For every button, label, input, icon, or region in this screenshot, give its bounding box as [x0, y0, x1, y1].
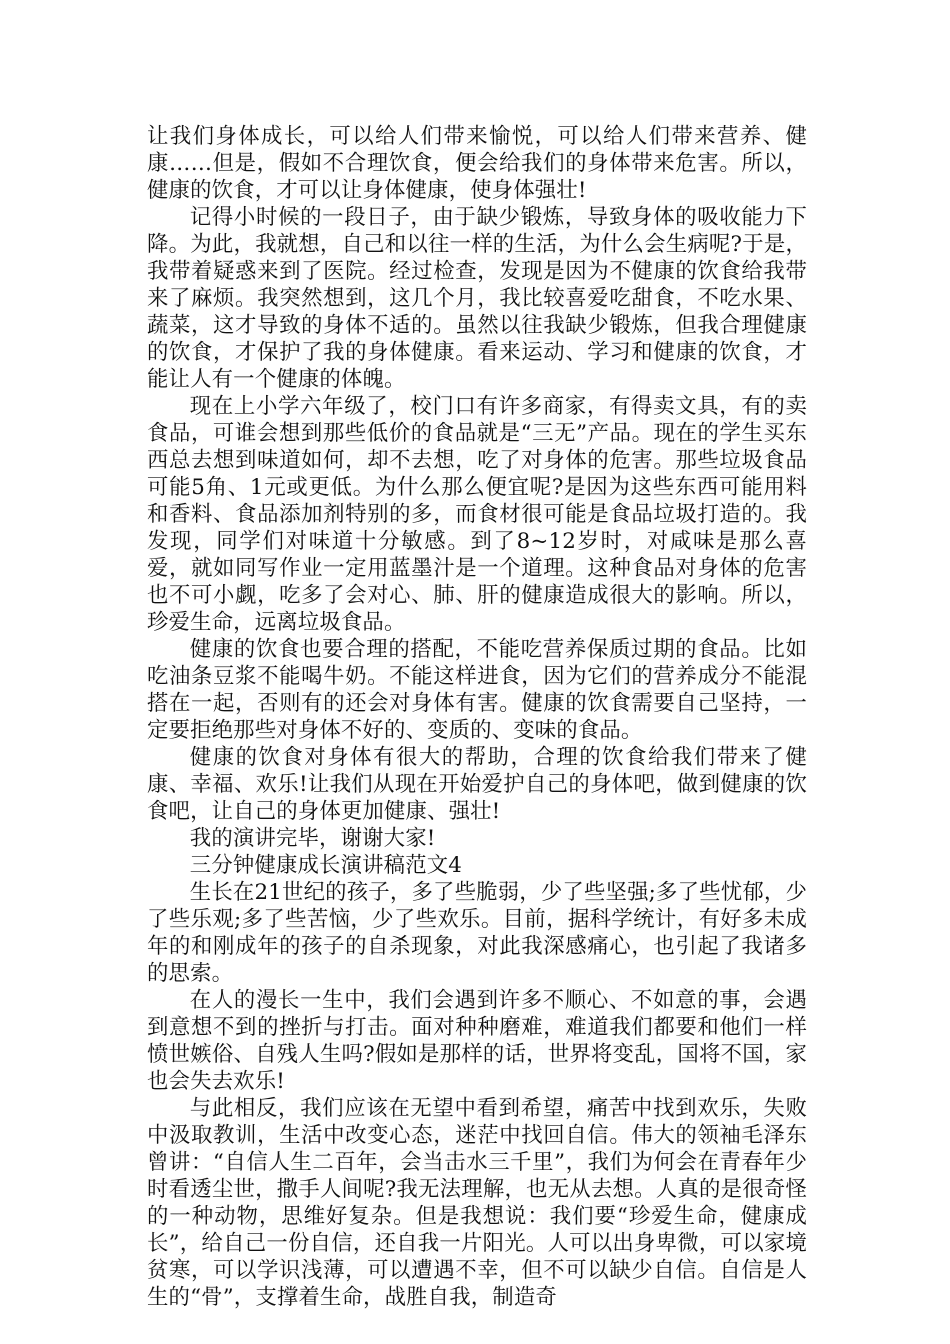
paragraph-21st-century-children: 生长在21世纪的孩子，多了些脆弱，少了些坚强;多了些忧郁，少了些乐观;多了些苦恼，少了些欢乐。目前，据科学统计，有好多未成年的和刚成年的孩子的自杀现象，对此我深感痛心，也引起了我诸多的思索。: [147, 880, 807, 986]
paragraph-life-hardships: 在人的漫长一生中，我们会遇到许多不顺心、不如意的事，会遇到意想不到的挫折与打击。面对种种磨难，难道我们都要和他们一样愤世嫉俗、自残人生吗?假如是那样的话，世界将变乱，国将不国，家也会失去欢乐!: [147, 988, 807, 1094]
paragraph-healthy-diet-benefits: 健康的饮食对身体有很大的帮助，合理的饮食给我们带来了健康、幸福、欢乐!让我们从现在开始爱护自己的身体吧，做到健康的饮食吧，让自己的身体更加健康、强壮!: [147, 745, 807, 824]
document-body: [147, 123, 807, 1311]
section-heading: 三分钟健康成长演讲稿范文4: [189, 853, 463, 878]
paragraph-junk-food: 现在上小学六年级了，校门口有许多商家，有得卖文具，有的卖食品，可谁会想到那些低价的食品就是“三无”产品。现在的学生买东西总去想到味道如何，却不去想，吃了对身体的危害。那些垃圾食品可能5角、1元或更低。为什么那么便宜呢?是因为这些东西可能用料和香料、食品添加剂特别的多，而食材很可能是食品垃圾打造的。我发现，同学们对味道十分敏感。到了8~12岁时，对咸味是那么喜爱，就如同写作业一定用蓝墨汁是一个道理。这种食品对身体的危害也不可小觑，吃多了会对心、肺、肝的健康造成很大的影响。所以，珍爱生命，远离垃圾食品。: [147, 394, 807, 635]
paragraph-childhood: 记得小时候的一段日子，由于缺少锻炼，导致身体的吸收能力下降。为此，我就想，自己和以往一样的生活，为什么会生病呢?于是，我带着疑惑来到了医院。经过检查，发现是因为不健康的饮食给我带来了麻烦。我突然想到，这几个月，我比较喜爱吃甜食，不吃水果、蔬菜，这才导致的身体不适的。虽然以往我缺少锻炼，但我合理健康的饮食，才保护了我的身体健康。看来运动、学习和健康的饮食，才能让人有一个健康的体魄。: [147, 205, 807, 392]
paragraph-diet-combination: 健康的饮食也要合理的搭配，不能吃营养保质过期的食品。比如吃油条豆浆不能喝牛奶。不能这样进食，因为它们的营养成分不能混搭在一起，否则有的还会对身体有害。健康的饮食需要自己坚持，一定要拒绝那些对身体不好的、变质的、变味的食品。: [147, 637, 807, 743]
paragraph-closing-thanks: 我的演讲完毕，谢谢大家!: [189, 826, 436, 851]
paragraph-confidence: 与此相反，我们应该在无望中看到希望，痛苦中找到欢乐，失败中汲取教训，生活中改变心态，迷茫中找回自信。伟大的领袖毛泽东曾讲：“自信人生二百年，会当击水三千里”，我们为何会在青春年少时看透尘世，撒手人间呢?我无法理解，也无从去想。人真的是很奇怪的一种动物，思维好复杂。但是我想说：我们要“珍爱生命，健康成长”，给自己一份自信，还自我一片阳光。人可以出身卑微，可以家境贫寒，可以学识浅薄，可以遭遇不幸，但不可以缺少自信。自信是人生的“骨”，支撑着生命，战胜自我，制造奇: [147, 1096, 807, 1310]
paragraph-continuation: 让我们身体成长，可以给人们带来愉悦，可以给人们带来营养、健康……但是，假如不合理饮食，便会给我们的身体带来危害。所以，健康的饮食，才可以让身体健康，使身体强壮!: [147, 124, 807, 203]
